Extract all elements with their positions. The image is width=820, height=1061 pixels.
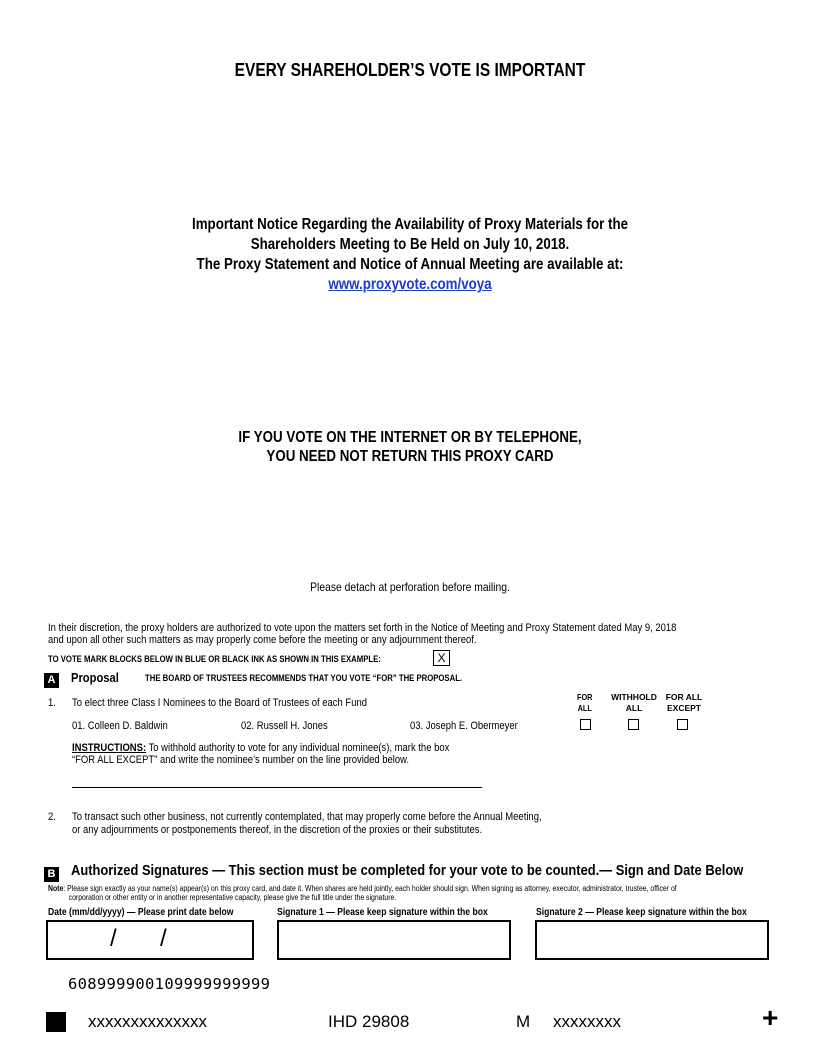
discretion-line-1: In their discretion, the proxy holders are authorized to vote upon the matters set forth in the Notice of Meeting and Proxy Statement dated May 9, 2018 <box>48 622 677 634</box>
instructions-line-2: “FOR ALL EXCEPT” and write the nominee’s number on the line provided below. <box>72 754 410 766</box>
section-a-title: Proposal <box>71 670 119 685</box>
signature-1-box[interactable] <box>277 920 511 960</box>
notice-line-3: The Proxy Statement and Notice of Annual Meeting are available at: <box>196 256 624 273</box>
note-line-1: : Please sign exactly as your name(s) appear(s) on this proxy card, and date it. When shares are held jointly, each holder should sign. When signing as attorney, executor, administrator, trustee, officer of <box>63 884 677 893</box>
footer-code-4: xxxxxxxx <box>553 1012 621 1031</box>
section-a-badge <box>44 670 59 688</box>
for-all-checkbox[interactable] <box>580 719 591 730</box>
section-b-badge <box>44 864 59 882</box>
column-for-all-except-line1: FOR ALL <box>665 692 703 702</box>
internet-vote-notice <box>57 428 762 466</box>
detach-instruction: Please detach at perforation before mailing. <box>310 580 510 594</box>
discretion-text <box>48 622 676 646</box>
plus-icon: + <box>762 1002 779 1033</box>
note-label: Note <box>48 884 64 893</box>
example-mark-box: X <box>433 650 450 666</box>
date-slash-2: / <box>160 925 167 952</box>
section-a-letter: A <box>44 673 59 688</box>
signature-2-box[interactable] <box>535 920 769 960</box>
footer-code-1: xxxxxxxxxxxxxx <box>88 1012 207 1031</box>
instructions-label: INSTRUCTIONS: <box>72 742 147 754</box>
item-2-text <box>72 811 542 837</box>
item-1-number: 1. <box>48 697 56 709</box>
signature-note <box>48 884 677 902</box>
registration-mark <box>46 1012 66 1032</box>
withhold-instructions <box>72 742 449 766</box>
for-all-except-checkbox[interactable] <box>677 719 688 730</box>
item-1-text: To elect three Class I Nominees to the Board of Trustees of each Fund <box>72 697 367 709</box>
column-for-all-except-line2: EXCEPT <box>666 703 701 713</box>
section-b-letter: B <box>44 867 59 882</box>
column-for-all <box>577 692 592 714</box>
vote-instruction: TO VOTE MARK BLOCKS BELOW IN BLUE OR BLACK INK AS SHOWN IN THIS EXAMPLE: <box>48 654 381 664</box>
nominee-02: 02. Russell H. Jones <box>241 720 328 732</box>
internet-notice-line-2: YOU NEED NOT RETURN THIS PROXY CARD <box>266 448 554 465</box>
board-recommendation: THE BOARD OF TRUSTEES RECOMMENDS THAT YOU VOTE “FOR” THE PROPOSAL. <box>145 673 463 683</box>
availability-notice <box>57 215 762 295</box>
date-label: Date (mm/dd/yyyy) — Please print date below <box>48 907 234 918</box>
column-for-all-line1: FOR <box>577 692 593 702</box>
proxyvote-link[interactable]: www.proxyvote.com/voya <box>328 276 492 293</box>
footer-code-3: M <box>516 1012 531 1031</box>
column-withhold-all-line2: ALL <box>625 703 643 713</box>
nominee-03: 03. Joseph E. Obermeyer <box>410 720 518 732</box>
footer-code-2: IHD 29808 <box>328 1012 410 1031</box>
nominee-exception-line[interactable] <box>72 787 482 788</box>
nominee-01: 01. Colleen D. Baldwin <box>72 720 168 732</box>
column-withhold-all-line1: WITHHOLD <box>611 692 657 702</box>
item-2-number: 2. <box>48 811 56 823</box>
section-b-title: Authorized Signatures — This section must be completed for your vote to be counted.— Sign and Date Below <box>71 862 744 879</box>
item-2-line-2: or any adjournments or postponements thereof, in the discretion of the proxies or their substitutes. <box>72 824 483 836</box>
internet-notice-line-1: IF YOU VOTE ON THE INTERNET OR BY TELEPHONE, <box>238 429 582 446</box>
barcode-number: 608999900109999999999 <box>68 975 271 993</box>
item-2-line-1: To transact such other business, not currently contemplated, that may properly come before the Annual Meeting, <box>72 811 542 823</box>
date-slash-1: / <box>110 925 117 952</box>
instructions-text: To withhold authority to vote for any individual nominee(s), mark the box <box>146 742 450 754</box>
notice-line-2: Shareholders Meeting to Be Held on July 10, 2018. <box>250 236 570 253</box>
signature-1-label: Signature 1 — Please keep signature within the box <box>277 907 488 918</box>
signature-2-label: Signature 2 — Please keep signature within the box <box>536 907 747 918</box>
discretion-line-2: and upon all other such matters as may properly come before the meeting or any adjournment thereof. <box>48 634 477 646</box>
note-line-2: corporation or other entity or in another representative capacity, please give the full title under the signature. <box>68 893 397 902</box>
column-for-all-except <box>661 692 707 714</box>
main-title-text: EVERY SHAREHOLDER’S VOTE IS IMPORTANT <box>234 60 586 80</box>
column-withhold-all <box>609 692 659 714</box>
notice-line-1: Important Notice Regarding the Availability of Proxy Materials for the <box>191 216 629 233</box>
date-field[interactable] <box>46 920 254 960</box>
withhold-all-checkbox[interactable] <box>628 719 639 730</box>
column-for-all-line2: ALL <box>577 703 592 713</box>
